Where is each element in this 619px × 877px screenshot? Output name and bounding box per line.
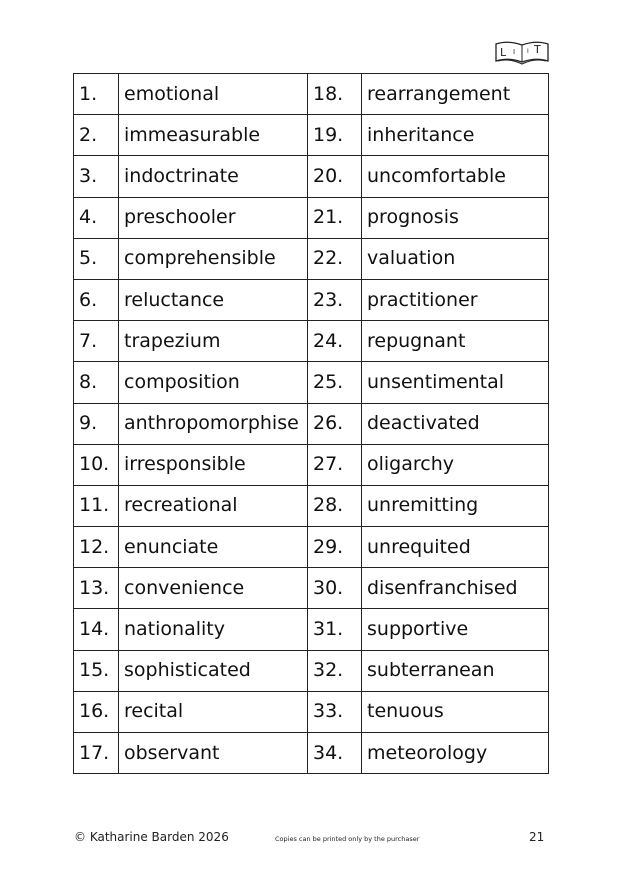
row-number-right: 31. [308,609,362,650]
table-row [74,568,549,609]
word-right: uncomfortable [362,156,549,197]
row-number-left: 8. [74,362,119,403]
table-row [74,444,549,485]
row-number-right: 33. [308,691,362,732]
word-right: prognosis [362,197,549,238]
svg-text:I: I [513,48,516,56]
row-number-left: 14. [74,609,119,650]
table-row [74,527,549,568]
row-number-right: 32. [308,650,362,691]
row-number-right: 24. [308,321,362,362]
word-left: enunciate [119,527,308,568]
word-right: repugnant [362,321,549,362]
table-row [74,238,549,279]
word-left: emotional [119,74,308,115]
word-right: unsentimental [362,362,549,403]
row-number-right: 34. [308,733,362,774]
word-left: indoctrinate [119,156,308,197]
row-number-right: 27. [308,444,362,485]
word-left: anthropomorphise [119,403,308,444]
row-number-right: 20. [308,156,362,197]
word-left: sophisticated [119,650,308,691]
word-right: deactivated [362,403,549,444]
word-right: supportive [362,609,549,650]
row-number-right: 28. [308,485,362,526]
table-row [74,609,549,650]
word-left: comprehensible [119,238,308,279]
word-left: immeasurable [119,115,308,156]
word-left: trapezium [119,321,308,362]
spelling-word-table [73,73,549,774]
word-left: reluctance [119,279,308,320]
row-number-right: 23. [308,279,362,320]
word-right: unremitting [362,485,549,526]
row-number-left: 9. [74,403,119,444]
table-row [74,691,549,732]
table-row [74,733,549,774]
word-right: practitioner [362,279,549,320]
row-number-left: 16. [74,691,119,732]
word-left: irresponsible [119,444,308,485]
row-number-left: 5. [74,238,119,279]
word-right: rearrangement [362,74,549,115]
word-right: meteorology [362,733,549,774]
word-left: preschooler [119,197,308,238]
word-right: unrequited [362,527,549,568]
row-number-right: 22. [308,238,362,279]
row-number-right: 25. [308,362,362,403]
row-number-right: 30. [308,568,362,609]
table-row [74,156,549,197]
row-number-right: 29. [308,527,362,568]
row-number-left: 7. [74,321,119,362]
footer-page-number: 21 [529,830,545,844]
row-number-left: 11. [74,485,119,526]
row-number-left: 15. [74,650,119,691]
table-row [74,321,549,362]
word-right: subterranean [362,650,549,691]
svg-text:L: L [500,46,507,59]
word-left: recital [119,691,308,732]
table-row [74,485,549,526]
row-number-left: 4. [74,197,119,238]
word-left: convenience [119,568,308,609]
table-row [74,403,549,444]
row-number-left: 13. [74,568,119,609]
word-right: oligarchy [362,444,549,485]
footer-copyright: © Katharine Barden 2026 [74,830,229,844]
word-left: nationality [119,609,308,650]
word-left: recreational [119,485,308,526]
row-number-left: 1. [74,74,119,115]
row-number-left: 10. [74,444,119,485]
row-number-left: 6. [74,279,119,320]
table-row [74,74,549,115]
lit-book-logo [494,37,550,67]
row-number-right: 21. [308,197,362,238]
word-left: composition [119,362,308,403]
table-row [74,362,549,403]
row-number-right: 19. [308,115,362,156]
word-right: tenuous [362,691,549,732]
table-row [74,115,549,156]
row-number-left: 2. [74,115,119,156]
word-left: observant [119,733,308,774]
word-right: valuation [362,238,549,279]
word-right: disenfranchised [362,568,549,609]
row-number-right: 26. [308,403,362,444]
word-right: inheritance [362,115,549,156]
row-number-left: 3. [74,156,119,197]
table-row [74,279,549,320]
footer-notice: Copies can be printed only by the purchaser [275,835,420,843]
svg-text:I: I [527,48,529,55]
row-number-left: 12. [74,527,119,568]
row-number-right: 18. [308,74,362,115]
svg-text:T: T [534,43,541,56]
table-body [74,74,549,774]
row-number-left: 17. [74,733,119,774]
table-row [74,650,549,691]
table-row [74,197,549,238]
